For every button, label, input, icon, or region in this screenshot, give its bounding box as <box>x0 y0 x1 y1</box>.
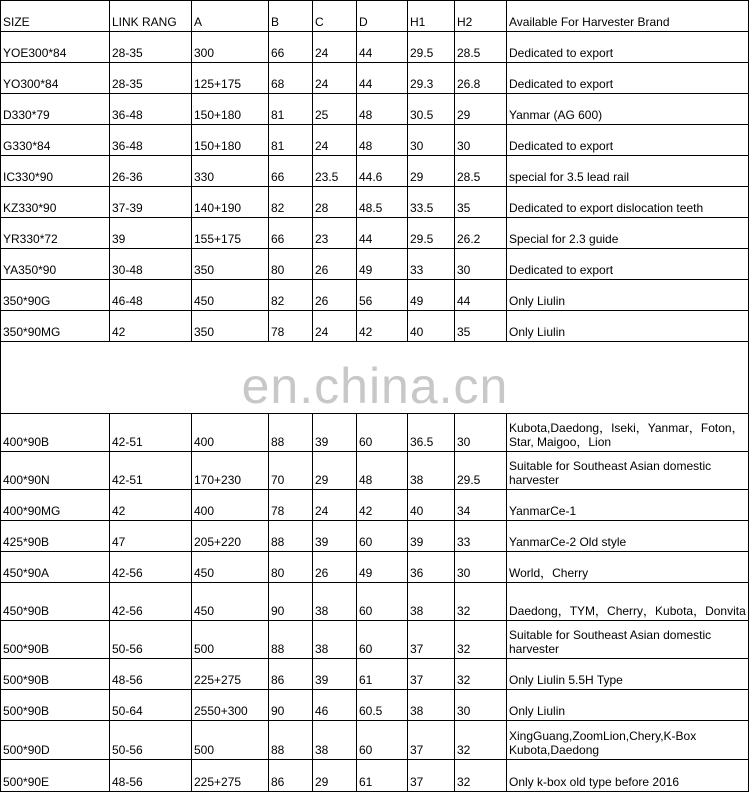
cell-a: 300 <box>192 32 269 63</box>
cell-b: 80 <box>269 552 313 583</box>
cell-brand: Only Liulin 5.5H Type <box>507 659 749 690</box>
cell-a: A <box>192 1 269 32</box>
cell-c: 46 <box>313 690 357 721</box>
cell-h1: 36.5 <box>408 414 455 452</box>
cell-size: 425*90B <box>1 521 110 552</box>
table-row <box>1 94 749 125</box>
cell-c: 39 <box>313 659 357 690</box>
blank-cell <box>269 342 313 414</box>
cell-size: 350*90MG <box>1 311 110 342</box>
cell-d: D <box>357 1 408 32</box>
cell-h1: 33.5 <box>408 187 455 218</box>
cell-d: 48 <box>357 452 408 490</box>
cell-h2: 28.5 <box>455 156 507 187</box>
cell-h2: 32 <box>455 659 507 690</box>
table-row <box>1 125 749 156</box>
cell-size: 500*90B <box>1 621 110 659</box>
cell-h1: 40 <box>408 490 455 521</box>
cell-h1: 49 <box>408 280 455 311</box>
cell-c: 26 <box>313 552 357 583</box>
cell-link-rang: 28-35 <box>110 63 192 94</box>
cell-c: 25 <box>313 94 357 125</box>
blank-gap-row <box>1 342 749 414</box>
cell-h2: 29 <box>455 94 507 125</box>
table-row <box>1 690 749 721</box>
cell-h2: 35 <box>455 311 507 342</box>
cell-h1: 29.3 <box>408 63 455 94</box>
cell-h1: 36 <box>408 552 455 583</box>
cell-a: 225+275 <box>192 760 269 792</box>
cell-b: B <box>269 1 313 32</box>
cell-h2: 32 <box>455 760 507 792</box>
cell-h2: 32 <box>455 721 507 760</box>
cell-link-rang: 46-48 <box>110 280 192 311</box>
table-row <box>1 32 749 63</box>
cell-link-rang: 50-64 <box>110 690 192 721</box>
cell-link-rang: 50-56 <box>110 721 192 760</box>
cell-link-rang: 48-56 <box>110 760 192 792</box>
cell-d: 44 <box>357 63 408 94</box>
cell-c: 39 <box>313 414 357 452</box>
blank-cell <box>357 342 408 414</box>
cell-h1: 29 <box>408 156 455 187</box>
cell-c: 38 <box>313 621 357 659</box>
cell-b: 68 <box>269 63 313 94</box>
cell-h2: 44 <box>455 280 507 311</box>
cell-b: 82 <box>269 187 313 218</box>
cell-d: 61 <box>357 760 408 792</box>
cell-d: 60 <box>357 521 408 552</box>
cell-link-rang: LINK RANG <box>110 1 192 32</box>
cell-d: 61 <box>357 659 408 690</box>
cell-link-rang: 42-56 <box>110 552 192 583</box>
cell-a: 350 <box>192 311 269 342</box>
header-row <box>1 1 749 32</box>
cell-d: 60 <box>357 621 408 659</box>
cell-c: 38 <box>313 721 357 760</box>
cell-d: 49 <box>357 249 408 280</box>
cell-link-rang: 42-56 <box>110 583 192 621</box>
cell-a: 500 <box>192 721 269 760</box>
cell-a: 155+175 <box>192 218 269 249</box>
cell-b: 88 <box>269 621 313 659</box>
cell-h1: 38 <box>408 452 455 490</box>
table-row <box>1 659 749 690</box>
cell-c: 38 <box>313 583 357 621</box>
cell-b: 70 <box>269 452 313 490</box>
table-row <box>1 760 749 792</box>
cell-brand: Suitable for Southeast Asian domestic harvester <box>507 621 749 659</box>
cell-size: 350*90G <box>1 280 110 311</box>
cell-link-rang: 36-48 <box>110 125 192 156</box>
cell-h2: 26.2 <box>455 218 507 249</box>
cell-d: 42 <box>357 490 408 521</box>
cell-size: G330*84 <box>1 125 110 156</box>
cell-size: 500*90E <box>1 760 110 792</box>
cell-brand: Dedicated to export <box>507 32 749 63</box>
cell-size: 450*90B <box>1 583 110 621</box>
cell-h1: 29.5 <box>408 218 455 249</box>
cell-brand: Suitable for Southeast Asian domestic harvester <box>507 452 749 490</box>
table-body <box>1 1 749 792</box>
cell-h2: 30 <box>455 249 507 280</box>
cell-a: 140+190 <box>192 187 269 218</box>
cell-size: SIZE <box>1 1 110 32</box>
cell-brand: Kubota,Daedong，Iseki，Yanmar，Foton，Star, Maigoo，Lion <box>507 414 749 452</box>
blank-cell <box>110 342 192 414</box>
cell-link-rang: 42 <box>110 311 192 342</box>
cell-d: 60.5 <box>357 690 408 721</box>
cell-a: 205+220 <box>192 521 269 552</box>
cell-size: IC330*90 <box>1 156 110 187</box>
blank-cell <box>313 342 357 414</box>
cell-c: 29 <box>313 452 357 490</box>
cell-link-rang: 28-35 <box>110 32 192 63</box>
cell-c: 29 <box>313 760 357 792</box>
cell-d: 48.5 <box>357 187 408 218</box>
cell-h1: 29.5 <box>408 32 455 63</box>
blank-cell <box>455 342 507 414</box>
cell-h2: 32 <box>455 621 507 659</box>
cell-brand: Special for 2.3 guide <box>507 218 749 249</box>
table-row <box>1 521 749 552</box>
cell-h2: H2 <box>455 1 507 32</box>
cell-d: 49 <box>357 552 408 583</box>
cell-size: 400*90MG <box>1 490 110 521</box>
cell-b: 86 <box>269 760 313 792</box>
cell-brand: Dedicated to export <box>507 249 749 280</box>
cell-brand: Only Liulin <box>507 280 749 311</box>
cell-a: 450 <box>192 280 269 311</box>
cell-h2: 35 <box>455 187 507 218</box>
cell-d: 42 <box>357 311 408 342</box>
cell-link-rang: 36-48 <box>110 94 192 125</box>
cell-b: 88 <box>269 721 313 760</box>
cell-brand: special for 3.5 lead rail <box>507 156 749 187</box>
cell-size: KZ330*90 <box>1 187 110 218</box>
cell-a: 450 <box>192 583 269 621</box>
cell-link-rang: 42-51 <box>110 414 192 452</box>
cell-size: YOE300*84 <box>1 32 110 63</box>
cell-c: 24 <box>313 63 357 94</box>
cell-b: 86 <box>269 659 313 690</box>
table-row <box>1 156 749 187</box>
cell-b: 66 <box>269 156 313 187</box>
table-row <box>1 721 749 760</box>
cell-link-rang: 42 <box>110 490 192 521</box>
cell-c: 23 <box>313 218 357 249</box>
cell-h2: 34 <box>455 490 507 521</box>
cell-link-rang: 42-51 <box>110 452 192 490</box>
cell-h1: 38 <box>408 690 455 721</box>
cell-a: 150+180 <box>192 94 269 125</box>
cell-h1: H1 <box>408 1 455 32</box>
cell-b: 66 <box>269 218 313 249</box>
cell-a: 400 <box>192 490 269 521</box>
cell-h1: 38 <box>408 583 455 621</box>
cell-a: 225+275 <box>192 659 269 690</box>
cell-a: 2550+300 <box>192 690 269 721</box>
cell-d: 56 <box>357 280 408 311</box>
cell-c: 24 <box>313 125 357 156</box>
cell-link-rang: 47 <box>110 521 192 552</box>
table-row <box>1 218 749 249</box>
cell-brand: Only Liulin <box>507 311 749 342</box>
cell-link-rang: 48-56 <box>110 659 192 690</box>
cell-link-rang: 50-56 <box>110 621 192 659</box>
cell-b: 88 <box>269 414 313 452</box>
cell-h1: 37 <box>408 760 455 792</box>
cell-brand: Dedicated to export dislocation teeth <box>507 187 749 218</box>
blank-cell <box>1 342 110 414</box>
cell-a: 125+175 <box>192 63 269 94</box>
cell-size: 500*90B <box>1 690 110 721</box>
cell-h1: 30 <box>408 125 455 156</box>
cell-c: C <box>313 1 357 32</box>
cell-a: 330 <box>192 156 269 187</box>
cell-c: 26 <box>313 249 357 280</box>
cell-c: 23.5 <box>313 156 357 187</box>
cell-size: YO300*84 <box>1 63 110 94</box>
cell-brand: XingGuang,ZoomLion,Chery,K-Box Kubota,Daedong <box>507 721 749 760</box>
cell-c: 26 <box>313 280 357 311</box>
cell-h2: 30 <box>455 552 507 583</box>
cell-b: 81 <box>269 94 313 125</box>
table-row <box>1 414 749 452</box>
cell-b: 78 <box>269 490 313 521</box>
cell-b: 90 <box>269 583 313 621</box>
cell-b: 90 <box>269 690 313 721</box>
table-row <box>1 280 749 311</box>
cell-a: 400 <box>192 414 269 452</box>
cell-h1: 33 <box>408 249 455 280</box>
cell-h1: 40 <box>408 311 455 342</box>
cell-h2: 32 <box>455 583 507 621</box>
cell-h2: 30 <box>455 690 507 721</box>
cell-h1: 37 <box>408 621 455 659</box>
cell-c: 39 <box>313 521 357 552</box>
cell-c: 24 <box>313 490 357 521</box>
cell-b: 81 <box>269 125 313 156</box>
cell-c: 24 <box>313 311 357 342</box>
cell-a: 500 <box>192 621 269 659</box>
cell-d: 44.6 <box>357 156 408 187</box>
table-row <box>1 452 749 490</box>
cell-brand: YanmarCe-1 <box>507 490 749 521</box>
cell-brand: World，Cherry <box>507 552 749 583</box>
table-row <box>1 311 749 342</box>
cell-brand: Available For Harvester Brand <box>507 1 749 32</box>
cell-h2: 28.5 <box>455 32 507 63</box>
table-row <box>1 621 749 659</box>
cell-h1: 39 <box>408 521 455 552</box>
cell-d: 60 <box>357 583 408 621</box>
cell-brand: Only k-box old type before 2016 <box>507 760 749 792</box>
cell-a: 170+230 <box>192 452 269 490</box>
cell-link-rang: 37-39 <box>110 187 192 218</box>
cell-brand: Dedicated to export <box>507 63 749 94</box>
cell-size: 500*90D <box>1 721 110 760</box>
table-row <box>1 187 749 218</box>
cell-c: 24 <box>313 32 357 63</box>
cell-b: 88 <box>269 521 313 552</box>
cell-a: 150+180 <box>192 125 269 156</box>
cell-d: 60 <box>357 414 408 452</box>
cell-link-rang: 26-36 <box>110 156 192 187</box>
cell-d: 48 <box>357 94 408 125</box>
cell-size: 400*90N <box>1 452 110 490</box>
cell-size: 450*90A <box>1 552 110 583</box>
cell-d: 44 <box>357 32 408 63</box>
watermark-text: en.china.cn <box>241 358 509 414</box>
cell-h2: 33 <box>455 521 507 552</box>
cell-b: 78 <box>269 311 313 342</box>
cell-brand: Daedong，TYM，Cherry，Kubota，Donvita <box>507 583 749 621</box>
cell-h1: 30.5 <box>408 94 455 125</box>
cell-d: 48 <box>357 125 408 156</box>
table-row <box>1 63 749 94</box>
cell-size: YA350*90 <box>1 249 110 280</box>
cell-h1: 37 <box>408 659 455 690</box>
table-row <box>1 552 749 583</box>
cell-h2: 26.8 <box>455 63 507 94</box>
cell-d: 60 <box>357 721 408 760</box>
cell-b: 66 <box>269 32 313 63</box>
cell-link-rang: 39 <box>110 218 192 249</box>
table-row <box>1 583 749 621</box>
cell-h2: 29.5 <box>455 452 507 490</box>
cell-brand: Dedicated to export <box>507 125 749 156</box>
table-row <box>1 490 749 521</box>
table-row <box>1 249 749 280</box>
cell-brand: Only Liulin <box>507 690 749 721</box>
cell-size: D330*79 <box>1 94 110 125</box>
cell-link-rang: 30-48 <box>110 249 192 280</box>
cell-a: 350 <box>192 249 269 280</box>
blank-cell <box>507 342 749 414</box>
cell-a: 450 <box>192 552 269 583</box>
cell-h2: 30 <box>455 414 507 452</box>
cell-c: 28 <box>313 187 357 218</box>
cell-size: YR330*72 <box>1 218 110 249</box>
cell-d: 44 <box>357 218 408 249</box>
blank-cell <box>408 342 455 414</box>
cell-brand: Yanmar (AG 600) <box>507 94 749 125</box>
blank-cell <box>192 342 269 414</box>
cell-size: 500*90B <box>1 659 110 690</box>
cell-brand: YanmarCe-2 Old style <box>507 521 749 552</box>
cell-size: 400*90B <box>1 414 110 452</box>
cell-h1: 37 <box>408 721 455 760</box>
cell-h2: 30 <box>455 125 507 156</box>
cell-b: 82 <box>269 280 313 311</box>
cell-b: 80 <box>269 249 313 280</box>
